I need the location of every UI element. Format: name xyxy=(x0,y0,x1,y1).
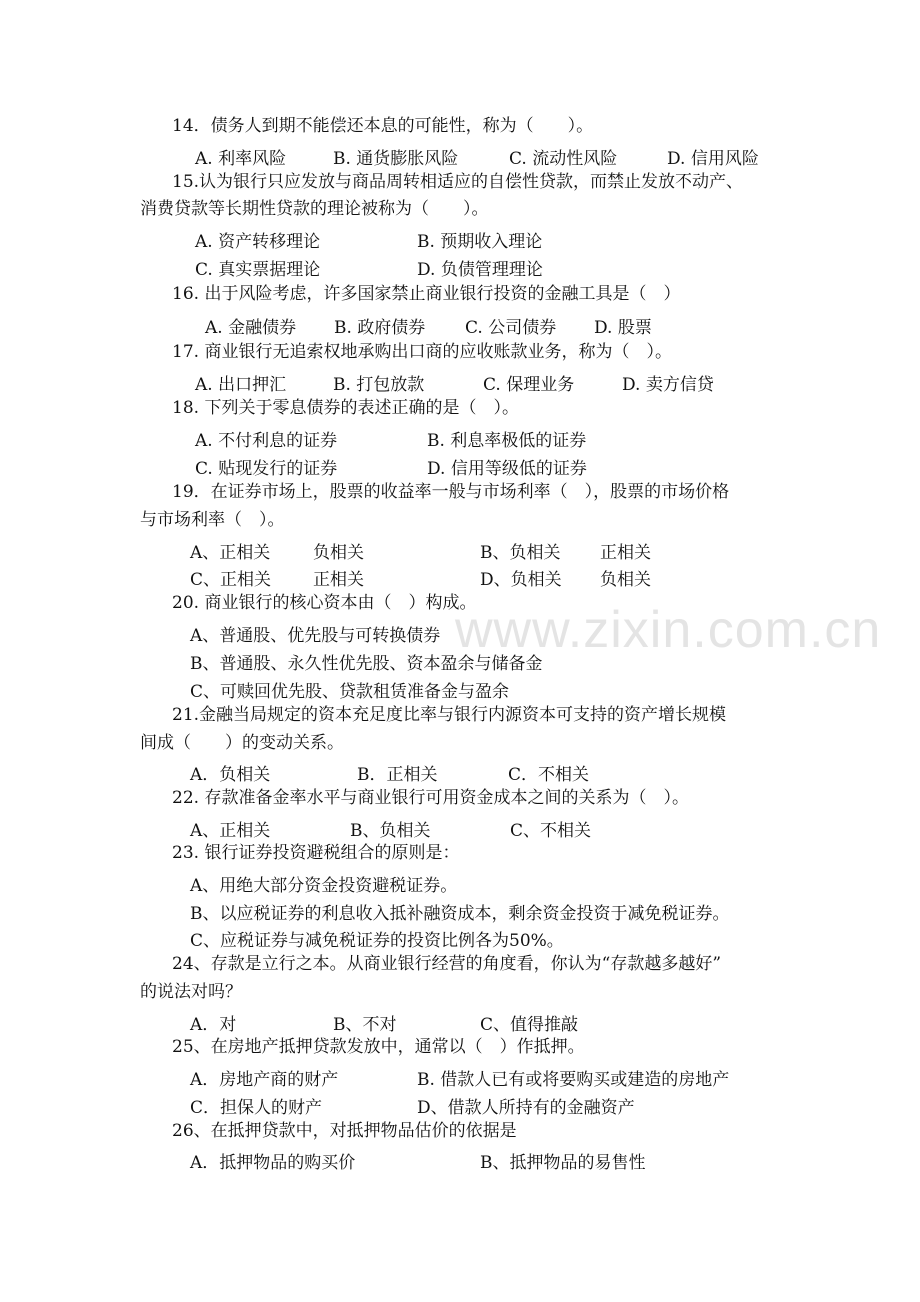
option-c: C、不相关 xyxy=(510,821,592,841)
option-d: D、借款人所持有的金融资产 xyxy=(417,1098,635,1118)
question-stem: 23. 银行证券投资避税组合的原则是： xyxy=(172,843,460,863)
option-c: C．担保人的财产 xyxy=(190,1098,323,1118)
option-b: B．正相关 xyxy=(357,765,438,785)
option-b-second: 正相关 xyxy=(600,543,651,563)
option-a: A. 出口押汇 xyxy=(195,375,287,395)
option-c: C. 贴现发行的证券 xyxy=(195,459,338,479)
option-d: D. 信用等级低的证券 xyxy=(427,459,587,479)
option-d: D. 负债管理理论 xyxy=(417,260,543,280)
option-a: A. 资产转移理论 xyxy=(195,232,321,252)
option-a: A、正相关 xyxy=(190,821,271,841)
option-d: D、负相关 xyxy=(480,570,562,590)
option-a: A. 金融债券 xyxy=(205,318,297,338)
question-stem-cont: 间成（ ）的变动关系。 xyxy=(140,733,344,753)
option-c: C. 公司债券 xyxy=(465,318,557,338)
question-stem: 16. 出于风险考虑，许多国家禁止商业银行投资的金融工具是（ ） xyxy=(172,284,681,304)
option-a: A. 不付利息的证券 xyxy=(195,431,338,451)
question-stem: 20. 商业银行的核心资本由（ ）构成。 xyxy=(172,593,477,613)
option-d: D. 信用风险 xyxy=(667,149,759,169)
question-stem-cont: 与市场利率（ ）。 xyxy=(140,510,285,530)
option-a: A. 利率风险 xyxy=(195,149,287,169)
question-stem: 14．债务人到期不能偿还本息的可能性，称为（ ）。 xyxy=(172,116,594,136)
question-stem: 15.认为银行只应发放与商品周转相适应的自偿性贷款，而禁止发放不动产、 xyxy=(172,172,744,192)
question-stem: 26、在抵押贷款中，对抵押物品估价的依据是 xyxy=(172,1121,517,1141)
question-stem: 18. 下列关于零息债券的表述正确的是（ ）。 xyxy=(172,398,519,418)
option-a: A．房地产商的财产 xyxy=(190,1070,339,1090)
option-a: A、正相关 xyxy=(190,543,271,563)
question-stem-cont: 的说法对吗？ xyxy=(140,982,242,1002)
option-c: C、正相关 xyxy=(190,570,272,590)
question-stem: 22. 存款准备金率水平与商业银行可用资金成本之间的关系为（ ）。 xyxy=(172,788,689,808)
option-a: A．对 xyxy=(190,1015,237,1035)
option-b: B. 打包放款 xyxy=(333,375,425,395)
option-c-second: 正相关 xyxy=(313,570,364,590)
option-c: C. 流动性风险 xyxy=(509,149,618,169)
option-b: B、以应税证券的利息收入抵补融资成本，剩余资金投资于减免税证券。 xyxy=(190,904,730,924)
option-d-second: 负相关 xyxy=(600,570,651,590)
question-stem: 19．在证券市场上，股票的收益率一般与市场利率（ ），股票的市场价格 xyxy=(172,482,730,502)
question-stem-cont: 消费贷款等长期性贷款的理论被称为（ ）。 xyxy=(140,199,489,219)
option-a: A．抵押物品的购买价 xyxy=(190,1153,356,1173)
option-c: C、可赎回优先股、贷款租赁准备金与盈余 xyxy=(190,682,510,702)
option-c: C、值得推敲 xyxy=(480,1015,579,1035)
option-d: D. 股票 xyxy=(594,318,652,338)
option-b: B. 利息率极低的证券 xyxy=(427,431,587,451)
watermark: www.zixin.com.cn xyxy=(455,601,882,659)
option-b: B. 政府债券 xyxy=(334,318,426,338)
option-c: C. 保理业务 xyxy=(483,375,575,395)
option-b: B、不对 xyxy=(333,1015,397,1035)
option-b: B、普通股、永久性优先股、资本盈余与储备金 xyxy=(190,654,543,674)
option-b: B. 预期收入理论 xyxy=(417,232,543,252)
option-c: C．不相关 xyxy=(508,765,590,785)
option-a: A．负相关 xyxy=(190,765,271,785)
question-stem: 17. 商业银行无追索权地承购出口商的应收账款业务，称为（ ）。 xyxy=(172,342,672,362)
question-stem: 21.金融当局规定的资本充足度比率与银行内源资本可支持的资产增长规模 xyxy=(172,705,727,725)
option-a-second: 负相关 xyxy=(313,543,364,563)
option-d: D. 卖方信贷 xyxy=(622,375,714,395)
option-b: B、抵押物品的易售性 xyxy=(480,1153,646,1173)
question-stem: 25、在房地产抵押贷款发放中，通常以（ ）作抵押。 xyxy=(172,1037,585,1057)
option-b: B. 借款人已有或将要购买或建造的房地产 xyxy=(417,1070,730,1090)
option-b: B、负相关 xyxy=(350,821,431,841)
option-a: A、用绝大部分资金投资避税证券。 xyxy=(190,876,458,896)
option-b: B、负相关 xyxy=(480,543,561,563)
option-b: B. 通货膨胀风险 xyxy=(333,149,459,169)
question-stem: 24、存款是立行之本。从商业银行经营的角度看，你认为“存款越多越好” xyxy=(172,954,722,974)
option-c: C、应税证券与减免税证券的投资比例各为50%。 xyxy=(190,931,564,951)
option-c: C. 真实票据理论 xyxy=(195,260,321,280)
option-a: A、普通股、优先股与可转换债券 xyxy=(190,626,441,646)
